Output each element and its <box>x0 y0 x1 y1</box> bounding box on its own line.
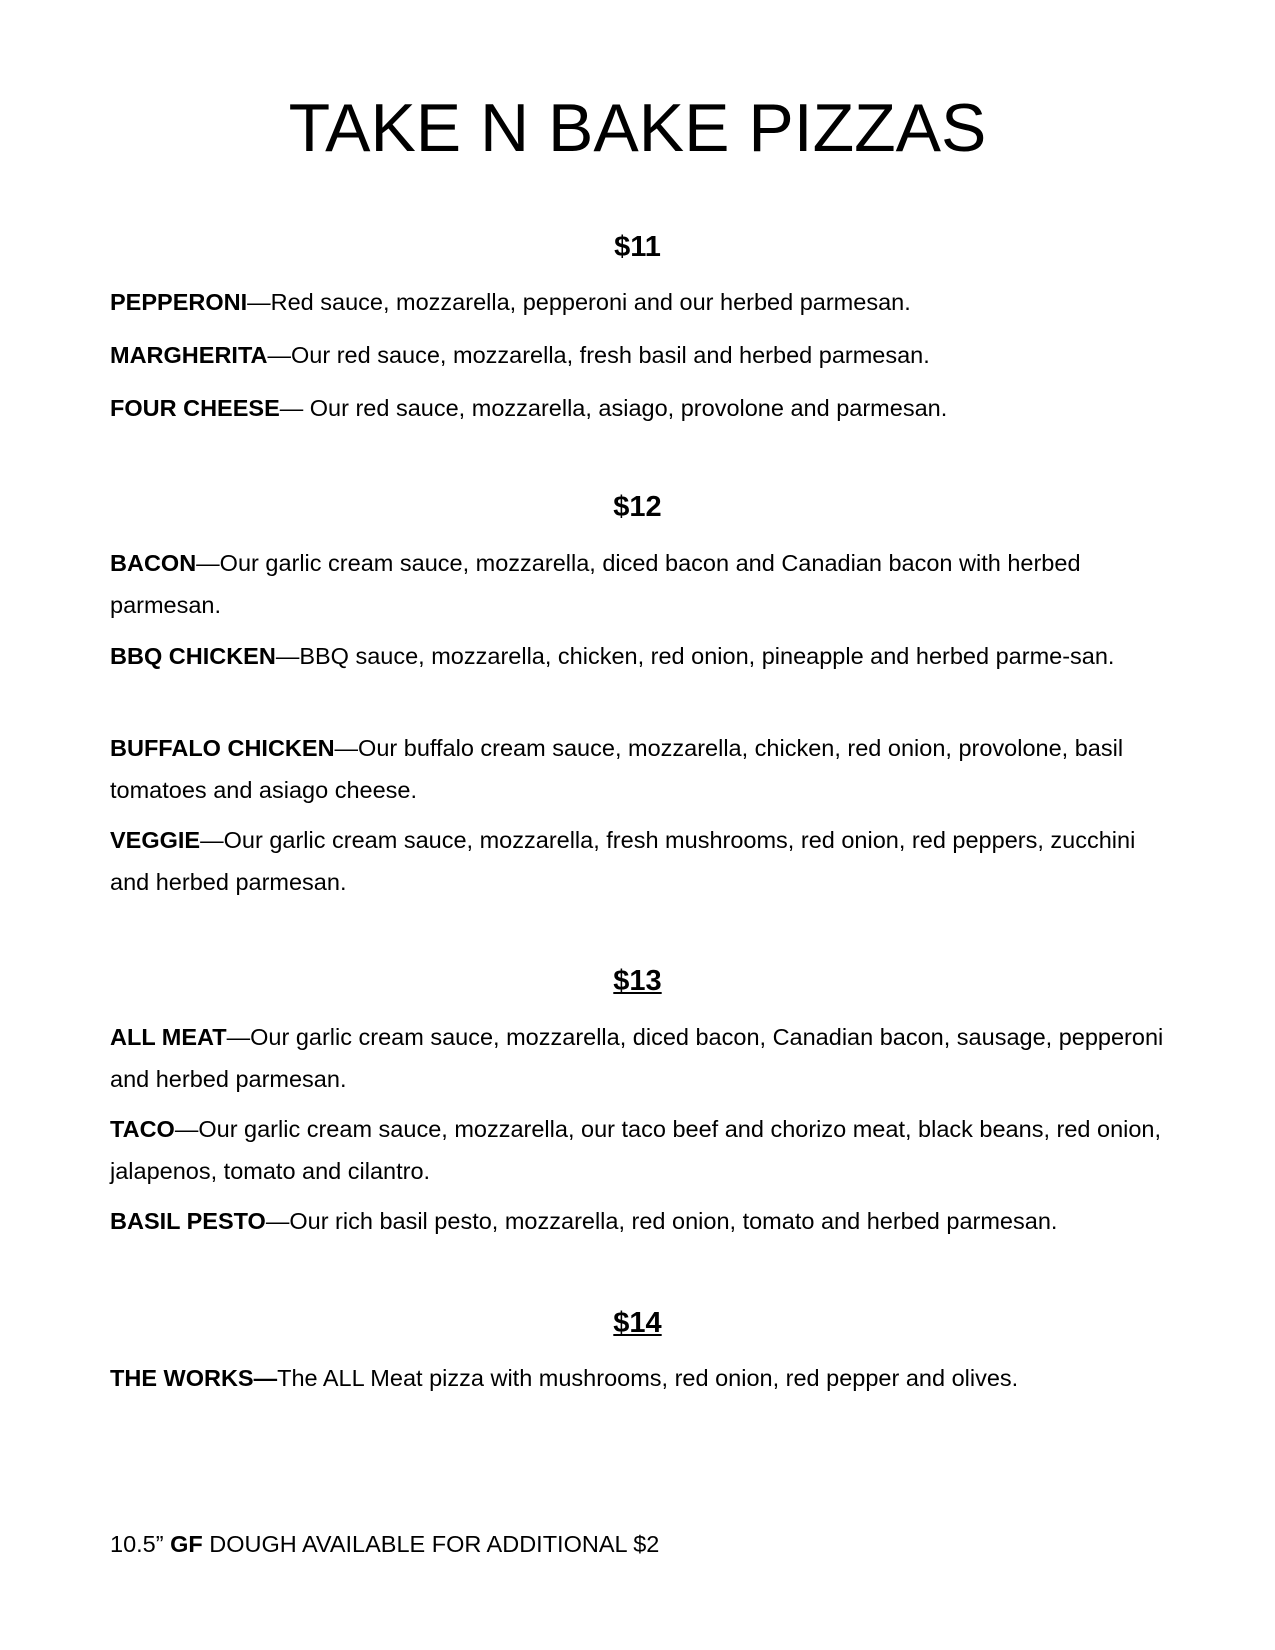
menu-item-bacon: BACON—Our garlic cream sauce, mozzarella, diced bacon and Canadian bacon with herbed parmesan. <box>110 550 1081 618</box>
menu-item-taco: TACO—Our garlic cream sauce, mozzarella, our taco beef and chorizo meat, black beans, red onion, jalapenos, tomato and cilantro. <box>110 1116 1162 1184</box>
menu-item-veggie: VEGGIE—Our garlic cream sauce, mozzarella, fresh mushrooms, red onion, red peppers, zucchini and herbed parmesan. <box>110 827 1136 895</box>
menu-item-four-cheese: FOUR CHEESE— Our red sauce, mozzarella, asiago, provolone and parmesan. <box>110 395 948 421</box>
menu-item-bbq-chicken: BBQ CHICKEN—BBQ sauce, mozzarella, chicken, red onion, pineapple and herbed parme-san. <box>110 643 1115 669</box>
price-heading-14: $14 <box>613 1307 662 1339</box>
menu-item-basil-pesto: BASIL PESTO—Our rich basil pesto, mozzarella, red onion, tomato and herbed parmesan. <box>110 1208 1058 1234</box>
menu-item-pepperoni: PEPPERONI—Red sauce, mozzarella, pepperoni and our herbed parmesan. <box>110 289 911 315</box>
menu-item-margherita: MARGHERITA—Our red sauce, mozzarella, fresh basil and herbed parmesan. <box>110 342 930 368</box>
page-title: TAKE N BAKE PIZZAS <box>288 90 987 166</box>
price-heading-12: $12 <box>613 491 662 523</box>
price-heading-11: $11 <box>614 231 661 263</box>
menu-item-buffalo-chicken: BUFFALO CHICKEN—Our buffalo cream sauce, mozzarella, chicken, red onion, provolone, basil tomatoes and asiago cheese. <box>110 735 1124 803</box>
price-heading-13: $13 <box>613 965 662 997</box>
menu-item-the-works: THE WORKS—The ALL Meat pizza with mushrooms, red onion, red pepper and olives. <box>110 1365 1019 1391</box>
menu-item-all-meat: ALL MEAT—Our garlic cream sauce, mozzarella, diced bacon, Canadian bacon, sausage, pepperoni and herbed parmesan. <box>110 1024 1164 1092</box>
gf-dough-note: 10.5” GF DOUGH AVAILABLE FOR ADDITIONAL $2 <box>110 1531 660 1557</box>
